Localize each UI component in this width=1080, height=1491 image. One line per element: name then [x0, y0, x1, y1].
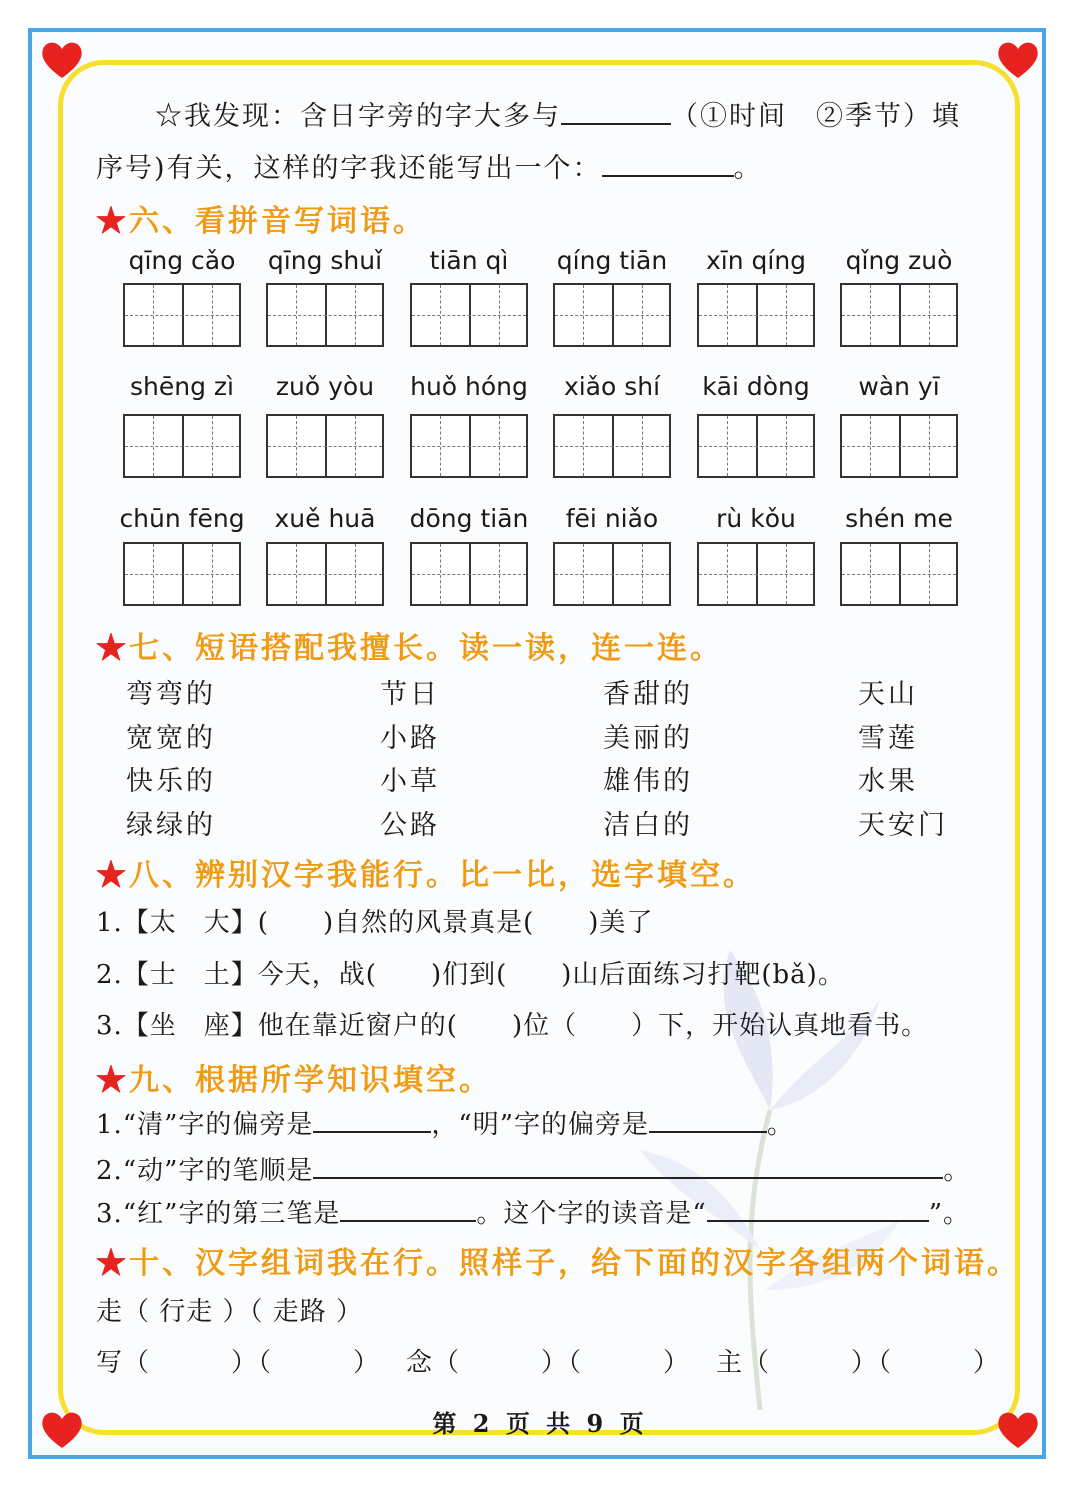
tianzi-grid-box[interactable]: [410, 414, 528, 478]
answer-blank[interactable]: [313, 1107, 431, 1133]
question-text: 3.“红”字的第三笔是: [96, 1199, 341, 1229]
intro-line-2: [96, 146, 763, 185]
pinyin-label: qīng cǎo: [128, 246, 236, 275]
tianzi-grid-box[interactable]: [840, 283, 958, 347]
pinyin-label: rù kǒu: [716, 504, 796, 533]
pinyin-label: xīn qíng: [705, 246, 807, 275]
phrase-item[interactable]: 节日: [380, 679, 440, 710]
phrase-item[interactable]: 天安门: [858, 810, 948, 841]
phrase-item[interactable]: 小草: [380, 766, 440, 797]
pinyin-label: huǒ hóng: [410, 372, 528, 401]
phrase-item[interactable]: 弯弯的: [126, 679, 216, 710]
question-text: 2.“动”字的笔顺是: [96, 1156, 314, 1186]
sec8-question-2: 2.【士 土】今天，战( )们到( )山后面练习打靶(bǎ)。: [96, 960, 845, 990]
tianzi-grid-box[interactable]: [123, 414, 241, 478]
phrase-item[interactable]: 天山: [858, 679, 918, 710]
intro-text: 序号)有关，这样的字我还能写出一个：: [96, 153, 602, 184]
pinyin-label: xiǎo shí: [563, 372, 661, 401]
phrase-item[interactable]: 公路: [380, 810, 440, 841]
sec8-question-1: 1.【太 大】( )自然的风景真是( )美了: [96, 908, 654, 938]
pinyin-label: tiān qì: [429, 246, 509, 275]
question-text: ，“明”字的偏旁是: [431, 1110, 649, 1140]
phrase-item[interactable]: 小路: [380, 723, 440, 754]
phrase-item[interactable]: 雄伟的: [603, 766, 693, 797]
sec10-item-write[interactable]: 写（ ）（ ）: [96, 1348, 381, 1378]
tianzi-grid-box[interactable]: [697, 542, 815, 606]
page-footer: 第 2 页 共 9 页: [432, 1409, 648, 1438]
sec8-question-3: 3.【坐 座】他在靠近窗户的( )位（ ）下，开始认真地看书。: [96, 1011, 929, 1041]
phrase-item[interactable]: 洁白的: [603, 810, 693, 841]
tianzi-grid-box[interactable]: [553, 414, 671, 478]
section-9-title: [96, 1055, 492, 1099]
intro-text: ☆我发现：含日字旁的字大多与: [155, 101, 561, 132]
phrase-item[interactable]: 快乐的: [126, 766, 216, 797]
heart-icon: [40, 40, 84, 80]
tianzi-grid-box[interactable]: [553, 283, 671, 347]
question-text: ”。: [928, 1199, 970, 1229]
tianzi-grid-box[interactable]: [697, 414, 815, 478]
section-10-title: [96, 1238, 1020, 1282]
tianzi-grid-box[interactable]: [840, 542, 958, 606]
section-title-text: 九、根据所学知识填空。: [129, 1063, 492, 1098]
tianzi-grid-box[interactable]: [840, 414, 958, 478]
question-text: 1.“清”字的偏旁是: [96, 1110, 314, 1140]
phrase-item[interactable]: 香甜的: [603, 679, 693, 710]
tianzi-grid-box[interactable]: [697, 283, 815, 347]
pinyin-label: qíng tiān: [556, 246, 668, 275]
question-text: 。: [943, 1156, 971, 1186]
tianzi-grid-box[interactable]: [266, 414, 384, 478]
pinyin-label: qǐng zuò: [845, 246, 953, 275]
question-text: 。这个字的读音是“: [476, 1199, 707, 1229]
pinyin-label: kāi dòng: [702, 372, 810, 401]
section-title-text: 七、短语搭配我擅长。读一读，连一连。: [129, 631, 723, 666]
pinyin-label: dōng tiān: [409, 504, 529, 533]
star-icon: ★: [96, 1246, 129, 1281]
sec10-example: 走（ 行走 ）（ 走路 ）: [96, 1297, 364, 1327]
pinyin-label: shēng zì: [130, 372, 234, 401]
pinyin-label: zuǒ yòu: [275, 372, 375, 401]
answer-blank[interactable]: [707, 1196, 929, 1222]
star-icon: ★: [96, 1063, 129, 1098]
pinyin-label: qīng shuǐ: [267, 246, 383, 275]
intro-text: （①时间 ②季节）填: [671, 101, 961, 132]
phrase-item[interactable]: 绿绿的: [126, 810, 216, 841]
question-text: 。: [767, 1110, 795, 1140]
answer-blank[interactable]: [602, 151, 734, 177]
phrase-item[interactable]: 雪莲: [858, 723, 918, 754]
heart-icon: [996, 40, 1040, 80]
tianzi-grid-box[interactable]: [123, 542, 241, 606]
tianzi-grid-box[interactable]: [123, 283, 241, 347]
section-title-text: 六、看拼音写词语。: [129, 204, 426, 239]
section-title-text: 十、汉字组词我在行。照样子，给下面的汉字各组两个词语。: [129, 1246, 1020, 1281]
tianzi-grid-box[interactable]: [266, 283, 384, 347]
phrase-item[interactable]: 水果: [858, 766, 918, 797]
tianzi-grid-box[interactable]: [410, 283, 528, 347]
tianzi-grid-box[interactable]: [410, 542, 528, 606]
pinyin-label: fēi niǎo: [565, 504, 659, 533]
sec10-item-read[interactable]: 念（ ）（ ）: [406, 1348, 691, 1378]
intro-line-1: [155, 94, 961, 133]
star-icon: ★: [96, 631, 129, 666]
pinyin-label: chūn fēng: [119, 504, 245, 533]
pinyin-label: shén me: [845, 504, 953, 533]
answer-blank[interactable]: [313, 1153, 943, 1179]
answer-blank[interactable]: [561, 99, 671, 125]
section-6-title: [96, 196, 426, 240]
phrase-item[interactable]: 美丽的: [603, 723, 693, 754]
pinyin-label: xuě huā: [274, 504, 376, 533]
star-icon: ★: [96, 858, 129, 893]
sec10-item-master[interactable]: 主（ ）（ ）: [716, 1348, 1001, 1378]
star-icon: ★: [96, 204, 129, 239]
intro-text: 。: [733, 153, 763, 184]
section-title-text: 八、辨别汉字我能行。比一比，选字填空。: [129, 858, 756, 893]
sec9-question-1: [96, 1104, 794, 1141]
tianzi-grid-box[interactable]: [266, 542, 384, 606]
section-8-title: [96, 850, 756, 894]
phrase-item[interactable]: 宽宽的: [126, 723, 216, 754]
answer-blank[interactable]: [340, 1196, 476, 1222]
sec9-question-3: [96, 1193, 970, 1230]
section-7-title: [96, 623, 723, 667]
answer-blank[interactable]: [649, 1107, 767, 1133]
sec9-question-2: [96, 1150, 970, 1187]
pinyin-label: wàn yī: [858, 372, 940, 401]
tianzi-grid-box[interactable]: [553, 542, 671, 606]
